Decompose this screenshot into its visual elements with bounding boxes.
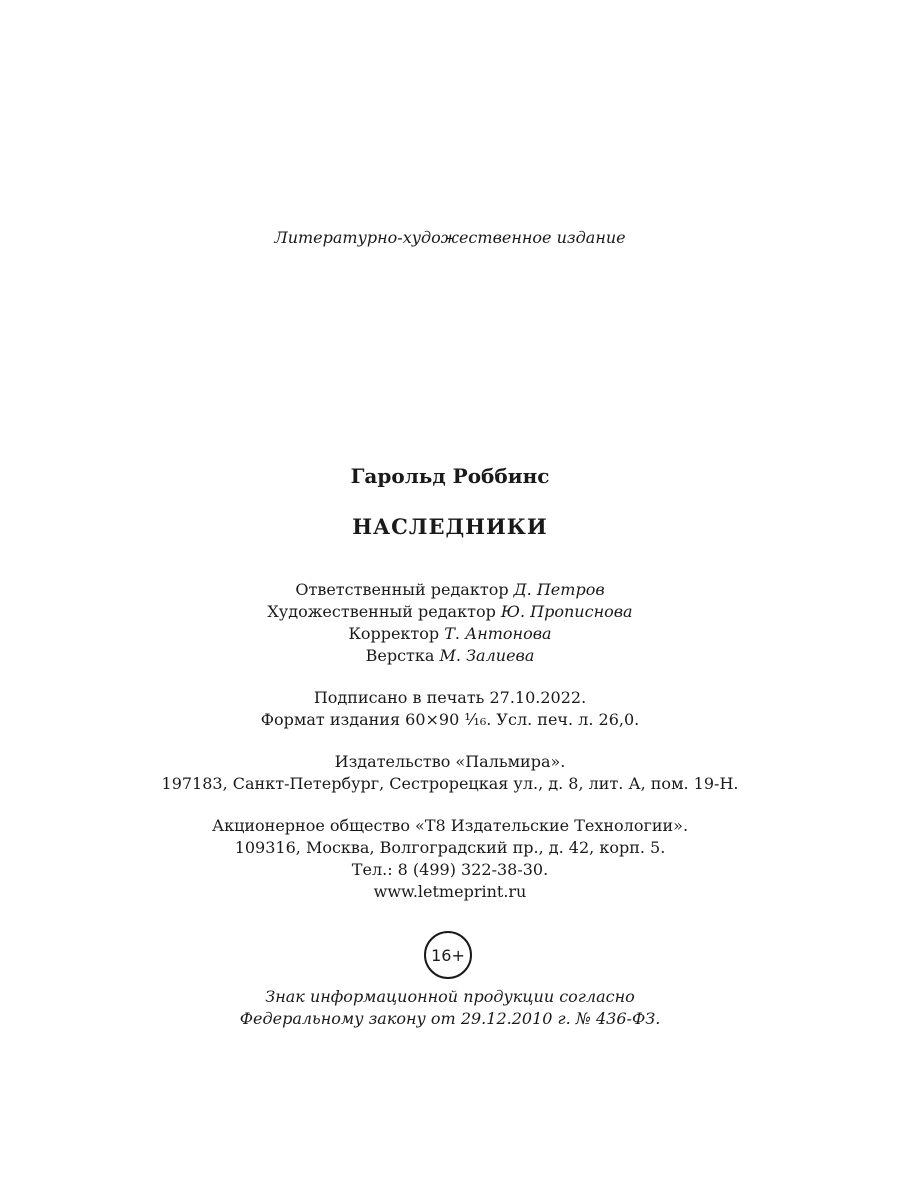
publisher-address: 197183, Санкт-Петербург, Сестрорецкая ул., д. 8, лит. А, пом. 19-Н. bbox=[161, 774, 739, 793]
publisher-name: Издательство «Пальмира». bbox=[334, 752, 566, 771]
credit-role: Ответственный редактор bbox=[295, 580, 509, 599]
credit-role: Верстка bbox=[365, 646, 435, 665]
age-notice-line-2: Федеральному закону от 29.12.2010 г. № 436-ФЗ. bbox=[239, 1009, 661, 1028]
credit-line-art-editor bbox=[0, 601, 900, 623]
printer-address: 109316, Москва, Волгоградский пр., д. 42, корп. 5. bbox=[234, 838, 666, 857]
credit-line-editor bbox=[0, 579, 900, 601]
credit-name: Ю. Прописнова bbox=[500, 602, 633, 621]
print-signed-date: Подписано в печать 27.10.2022. bbox=[313, 688, 587, 707]
credit-name: Т. Антонова bbox=[444, 624, 552, 643]
credit-line-proofreader bbox=[0, 623, 900, 645]
credit-role: Корректор bbox=[348, 624, 440, 643]
genre-label: Литературно-художественное издание bbox=[274, 228, 626, 247]
book-title: НАСЛЕДНИКИ bbox=[352, 514, 548, 539]
printer-website: www.letmeprint.ru bbox=[373, 882, 527, 901]
credit-line-layout bbox=[0, 645, 900, 667]
printer-name: Акционерное общество «Т8 Издательские Технологии». bbox=[211, 816, 689, 835]
credit-role: Художественный редактор bbox=[267, 602, 496, 621]
printer-phone: Тел.: 8 (499) 322-38-30. bbox=[351, 860, 549, 879]
credit-name: М. Залиева bbox=[439, 646, 535, 665]
print-format: Формат издания 60×90 ¹⁄₁₆. Усл. печ. л. 26,0. bbox=[260, 710, 640, 729]
age-notice-line-1: Знак информационной продукции согласно bbox=[265, 987, 635, 1006]
author-name: Гарольд Роббинс bbox=[350, 464, 550, 488]
age-rating-badge: 16+ bbox=[424, 931, 472, 979]
credit-name: Д. Петров bbox=[513, 580, 605, 599]
